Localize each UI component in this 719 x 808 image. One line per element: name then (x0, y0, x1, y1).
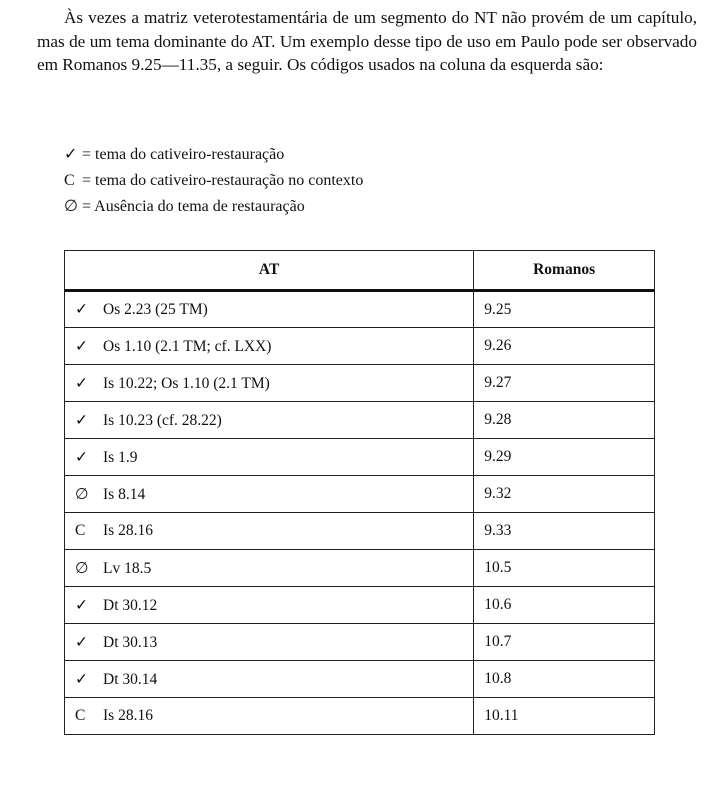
cell-at (65, 439, 474, 476)
cell-at (65, 624, 474, 661)
cell-romanos: 10.5 (474, 550, 655, 587)
at-reference: Is 10.23 (cf. 28.22) (103, 411, 222, 429)
table-row (65, 587, 655, 624)
cell-at (65, 328, 474, 365)
table-row (65, 402, 655, 439)
check-icon: ✓ (75, 448, 88, 466)
cell-at (65, 365, 474, 402)
at-reference: Os 1.10 (2.1 TM; cf. LXX) (103, 337, 272, 355)
intro-paragraph (37, 6, 697, 77)
cell-romanos: 9.28 (474, 402, 655, 439)
legend-code-c: C (64, 172, 75, 189)
cell-at (65, 550, 474, 587)
at-reference: Is 10.22; Os 1.10 (2.1 TM) (103, 374, 270, 392)
references-table (64, 250, 655, 735)
table-row (65, 439, 655, 476)
empty-set-icon: ∅ (64, 198, 78, 215)
code-legend (64, 142, 363, 220)
check-icon: ✓ (75, 596, 88, 614)
row-code: C (75, 522, 86, 539)
legend-item-context (64, 168, 363, 194)
check-icon: ✓ (75, 301, 88, 318)
cell-at (65, 513, 474, 550)
table-row (65, 476, 655, 513)
legend-text: = tema do cativeiro-restauração no contexto (82, 172, 364, 189)
at-reference: Is 1.9 (103, 448, 138, 466)
header-romanos: Romanos (474, 251, 655, 291)
at-reference: Is 8.14 (103, 485, 146, 503)
intro-text: Às vezes a matriz veterotestamentária de um segmento do NT não provém de um capítulo, mas de um tema dominante do AT. Um exemplo desse tipo de uso em Paulo pode ser observado em Romanos 9.25—11.35, a seguir. Os códigos usados na coluna da esquerda são: (37, 8, 697, 74)
at-reference: Dt 30.12 (103, 596, 158, 614)
at-reference: Dt 30.14 (103, 670, 158, 688)
cell-romanos: 9.26 (474, 328, 655, 365)
check-icon: ✓ (75, 670, 88, 688)
empty-set-icon: ∅ (75, 485, 89, 503)
table-row (65, 328, 655, 365)
cell-romanos: 10.8 (474, 661, 655, 698)
at-reference: Dt 30.13 (103, 633, 158, 651)
check-icon: ✓ (75, 411, 88, 429)
table-row (65, 550, 655, 587)
cell-romanos: 9.32 (474, 476, 655, 513)
cell-at (65, 476, 474, 513)
at-reference: Lv 18.5 (103, 559, 152, 577)
empty-set-icon: ∅ (75, 559, 89, 577)
cell-at (65, 587, 474, 624)
cell-at (65, 402, 474, 439)
legend-item-absence (64, 194, 363, 220)
legend-item-check (64, 142, 363, 168)
cell-romanos: 9.27 (474, 365, 655, 402)
check-icon: ✓ (75, 337, 88, 355)
legend-text: = tema do cativeiro-restauração (82, 146, 285, 163)
check-icon: ✓ (75, 374, 88, 392)
row-code: C (75, 707, 86, 724)
cell-romanos: 9.25 (474, 291, 655, 328)
at-reference: Is 28.16 (103, 522, 153, 539)
table-row (65, 365, 655, 402)
table-row (65, 513, 655, 550)
table-row (65, 661, 655, 698)
check-icon: ✓ (75, 633, 88, 651)
cell-at (65, 291, 474, 328)
table-row (65, 698, 655, 735)
cell-romanos: 9.29 (474, 439, 655, 476)
at-reference: Is 28.16 (103, 707, 153, 724)
at-reference: Os 2.23 (25 TM) (103, 301, 208, 318)
table-row (65, 291, 655, 328)
table-header-row (65, 251, 655, 291)
legend-text: = Ausência do tema de restauração (82, 198, 305, 215)
check-icon: ✓ (64, 146, 78, 163)
cell-at (65, 698, 474, 735)
cell-at (65, 661, 474, 698)
cell-romanos: 10.6 (474, 587, 655, 624)
cell-romanos: 10.7 (474, 624, 655, 661)
table-row (65, 624, 655, 661)
table-body (65, 291, 655, 735)
cell-romanos: 10.11 (474, 698, 655, 735)
header-at: AT (65, 251, 474, 291)
cell-romanos: 9.33 (474, 513, 655, 550)
